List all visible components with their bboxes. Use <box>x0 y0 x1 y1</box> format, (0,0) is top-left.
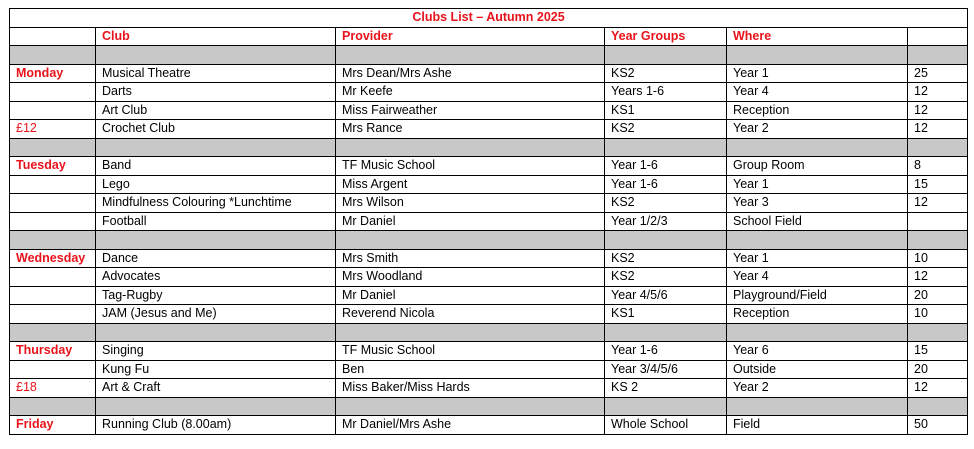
separator-cell <box>727 323 908 342</box>
day-separator-row <box>10 323 968 342</box>
header-year-groups: Year Groups <box>605 27 727 46</box>
day-separator-row <box>10 46 968 65</box>
club-cell: Football <box>96 212 336 231</box>
where-cell: School Field <box>727 212 908 231</box>
price-note <box>10 194 96 213</box>
table-row <box>10 64 968 83</box>
separator-cell <box>336 46 605 65</box>
provider-cell: Ben <box>336 360 605 379</box>
provider-cell: Reverend Nicola <box>336 305 605 324</box>
where-cell: Year 6 <box>727 342 908 361</box>
provider-cell: Mr Daniel/Mrs Ashe <box>336 416 605 435</box>
separator-cell <box>727 138 908 157</box>
price-note: £12 <box>10 120 96 139</box>
count-cell: 12 <box>908 268 968 287</box>
year-groups-cell: KS2 <box>605 268 727 287</box>
table-row <box>10 360 968 379</box>
club-cell: Tag-Rugby <box>96 286 336 305</box>
separator-cell <box>336 138 605 157</box>
club-cell: Art Club <box>96 101 336 120</box>
separator-cell <box>10 323 96 342</box>
provider-cell: Mrs Smith <box>336 249 605 268</box>
separator-cell <box>605 138 727 157</box>
year-groups-cell: Year 1-6 <box>605 342 727 361</box>
day-separator-row <box>10 397 968 416</box>
year-groups-cell: Year 1/2/3 <box>605 212 727 231</box>
provider-cell: Miss Baker/Miss Hards <box>336 379 605 398</box>
provider-cell: Mr Daniel <box>336 212 605 231</box>
day-separator-row <box>10 231 968 250</box>
provider-cell: Mrs Woodland <box>336 268 605 287</box>
header-count <box>908 27 968 46</box>
separator-cell <box>10 138 96 157</box>
table-row <box>10 83 968 102</box>
club-cell: JAM (Jesus and Me) <box>96 305 336 324</box>
year-groups-cell: KS2 <box>605 120 727 139</box>
provider-cell: Miss Argent <box>336 175 605 194</box>
where-cell: Year 1 <box>727 64 908 83</box>
separator-cell <box>908 46 968 65</box>
price-note <box>10 286 96 305</box>
header-row <box>10 27 968 46</box>
table-row <box>10 212 968 231</box>
separator-cell <box>10 231 96 250</box>
year-groups-cell: KS1 <box>605 305 727 324</box>
club-cell: Lego <box>96 175 336 194</box>
year-groups-cell: Year 1-6 <box>605 175 727 194</box>
header-club: Club <box>96 27 336 46</box>
count-cell: 25 <box>908 64 968 83</box>
separator-cell <box>908 138 968 157</box>
price-note <box>10 212 96 231</box>
separator-cell <box>908 231 968 250</box>
count-cell: 50 <box>908 416 968 435</box>
count-cell: 15 <box>908 175 968 194</box>
provider-cell: TF Music School <box>336 157 605 176</box>
year-groups-cell: KS1 <box>605 101 727 120</box>
separator-cell <box>727 397 908 416</box>
year-groups-cell: Whole School <box>605 416 727 435</box>
table-row <box>10 286 968 305</box>
separator-cell <box>96 231 336 250</box>
table-row <box>10 379 968 398</box>
separator-cell <box>96 138 336 157</box>
count-cell: 10 <box>908 305 968 324</box>
separator-cell <box>605 231 727 250</box>
club-cell: Dance <box>96 249 336 268</box>
table-row <box>10 268 968 287</box>
provider-cell: Mrs Dean/Mrs Ashe <box>336 64 605 83</box>
club-cell: Running Club (8.00am) <box>96 416 336 435</box>
club-cell: Darts <box>96 83 336 102</box>
header-provider: Provider <box>336 27 605 46</box>
club-cell: Advocates <box>96 268 336 287</box>
count-cell <box>908 212 968 231</box>
where-cell: Year 1 <box>727 249 908 268</box>
club-cell: Kung Fu <box>96 360 336 379</box>
count-cell: 20 <box>908 286 968 305</box>
club-cell: Band <box>96 157 336 176</box>
day-label: Friday <box>10 416 96 435</box>
year-groups-cell: KS2 <box>605 64 727 83</box>
year-groups-cell: KS 2 <box>605 379 727 398</box>
count-cell: 8 <box>908 157 968 176</box>
provider-cell: Mr Keefe <box>336 83 605 102</box>
clubs-sheet <box>9 8 968 435</box>
year-groups-cell: Years 1-6 <box>605 83 727 102</box>
where-cell: Playground/Field <box>727 286 908 305</box>
where-cell: Year 1 <box>727 175 908 194</box>
where-cell: Year 2 <box>727 120 908 139</box>
year-groups-cell: KS2 <box>605 249 727 268</box>
where-cell: Year 4 <box>727 268 908 287</box>
where-cell: Year 3 <box>727 194 908 213</box>
table-row <box>10 249 968 268</box>
table-row <box>10 157 968 176</box>
count-cell: 12 <box>908 379 968 398</box>
day-separator-row <box>10 138 968 157</box>
header-day <box>10 27 96 46</box>
table-row <box>10 194 968 213</box>
price-note <box>10 268 96 287</box>
separator-cell <box>336 397 605 416</box>
count-cell: 20 <box>908 360 968 379</box>
count-cell: 12 <box>908 101 968 120</box>
title-row <box>10 9 968 28</box>
count-cell: 10 <box>908 249 968 268</box>
separator-cell <box>605 397 727 416</box>
table-row <box>10 120 968 139</box>
day-label: Tuesday <box>10 157 96 176</box>
day-label: Wednesday <box>10 249 96 268</box>
separator-cell <box>727 46 908 65</box>
year-groups-cell: Year 4/5/6 <box>605 286 727 305</box>
separator-cell <box>336 323 605 342</box>
count-cell: 12 <box>908 120 968 139</box>
separator-cell <box>727 231 908 250</box>
provider-cell: Mr Daniel <box>336 286 605 305</box>
provider-cell: Miss Fairweather <box>336 101 605 120</box>
header-where: Where <box>727 27 908 46</box>
separator-cell <box>96 46 336 65</box>
separator-cell <box>605 323 727 342</box>
price-note <box>10 175 96 194</box>
price-note <box>10 360 96 379</box>
table-row <box>10 342 968 361</box>
separator-cell <box>10 46 96 65</box>
table-row <box>10 305 968 324</box>
separator-cell <box>908 323 968 342</box>
where-cell: Year 2 <box>727 379 908 398</box>
where-cell: Field <box>727 416 908 435</box>
where-cell: Group Room <box>727 157 908 176</box>
clubs-table <box>9 8 968 435</box>
provider-cell: Mrs Rance <box>336 120 605 139</box>
club-cell: Crochet Club <box>96 120 336 139</box>
separator-cell <box>96 397 336 416</box>
sheet-title: Clubs List – Autumn 2025 <box>10 9 968 28</box>
day-label: Monday <box>10 64 96 83</box>
year-groups-cell: Year 1-6 <box>605 157 727 176</box>
table-row <box>10 416 968 435</box>
count-cell: 15 <box>908 342 968 361</box>
club-cell: Singing <box>96 342 336 361</box>
where-cell: Reception <box>727 101 908 120</box>
price-note <box>10 305 96 324</box>
club-cell: Art & Craft <box>96 379 336 398</box>
price-note <box>10 101 96 120</box>
price-note: £18 <box>10 379 96 398</box>
year-groups-cell: Year 3/4/5/6 <box>605 360 727 379</box>
count-cell: 12 <box>908 194 968 213</box>
separator-cell <box>336 231 605 250</box>
separator-cell <box>10 397 96 416</box>
price-note <box>10 83 96 102</box>
separator-cell <box>605 46 727 65</box>
provider-cell: Mrs Wilson <box>336 194 605 213</box>
count-cell: 12 <box>908 83 968 102</box>
year-groups-cell: KS2 <box>605 194 727 213</box>
day-label: Thursday <box>10 342 96 361</box>
club-cell: Musical Theatre <box>96 64 336 83</box>
separator-cell <box>96 323 336 342</box>
table-row <box>10 101 968 120</box>
where-cell: Year 4 <box>727 83 908 102</box>
separator-cell <box>908 397 968 416</box>
where-cell: Reception <box>727 305 908 324</box>
provider-cell: TF Music School <box>336 342 605 361</box>
where-cell: Outside <box>727 360 908 379</box>
club-cell: Mindfulness Colouring *Lunchtime <box>96 194 336 213</box>
table-row <box>10 175 968 194</box>
